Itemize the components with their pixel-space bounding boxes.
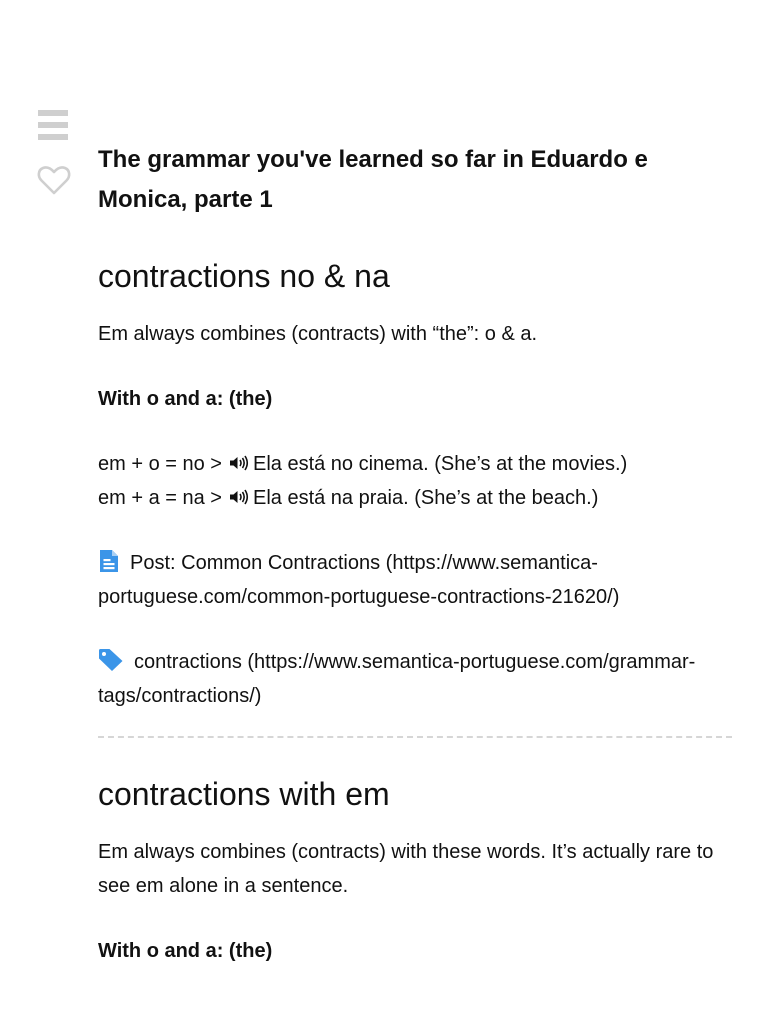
- example-formula: em + o = no >: [98, 453, 222, 475]
- post-link[interactable]: Post: Common Contractions (https://www.semantica-portuguese.com/common-portuguese-contractions-21620/): [98, 552, 620, 608]
- example-line: [98, 447, 732, 481]
- example-line: [98, 481, 732, 515]
- section-subhead: With o and a: (the): [98, 940, 273, 962]
- page-title: The grammar you've learned so far in Eduardo e Monica, parte 1: [98, 146, 648, 213]
- side-rail: [36, 108, 72, 198]
- example-sentence: Ela está no cinema. (She’s at the movies.): [252, 453, 628, 475]
- section-divider: [98, 736, 732, 738]
- document-icon: [98, 549, 120, 573]
- section-contractions-with-em: [98, 774, 732, 968]
- section-intro: Em always combines (contracts) with these words. It’s actually rare to see em alone in a sentence.: [98, 841, 714, 897]
- heart-icon[interactable]: [36, 162, 72, 198]
- tag-icon: [98, 648, 124, 672]
- section-subhead: With o and a: (the): [98, 388, 273, 410]
- speaker-icon[interactable]: [229, 488, 249, 506]
- menu-icon[interactable]: [36, 108, 70, 142]
- post-link-block: [98, 546, 732, 614]
- tag-link-block: [98, 645, 732, 713]
- tag-link[interactable]: contractions (https://www.semantica-portuguese.com/grammar-tags/contractions/): [98, 651, 696, 707]
- section-heading: contractions with em: [98, 776, 390, 812]
- speaker-icon[interactable]: [229, 454, 249, 472]
- section-intro: Em always combines (contracts) with “the”: o & a.: [98, 323, 538, 345]
- example-list: [98, 447, 732, 515]
- section-contractions-no-na: [98, 256, 732, 713]
- section-heading: contractions no & na: [98, 258, 390, 294]
- example-formula: em + a = na >: [98, 487, 222, 509]
- lesson-content: [98, 140, 732, 968]
- example-sentence: Ela está na praia. (She’s at the beach.): [252, 487, 599, 509]
